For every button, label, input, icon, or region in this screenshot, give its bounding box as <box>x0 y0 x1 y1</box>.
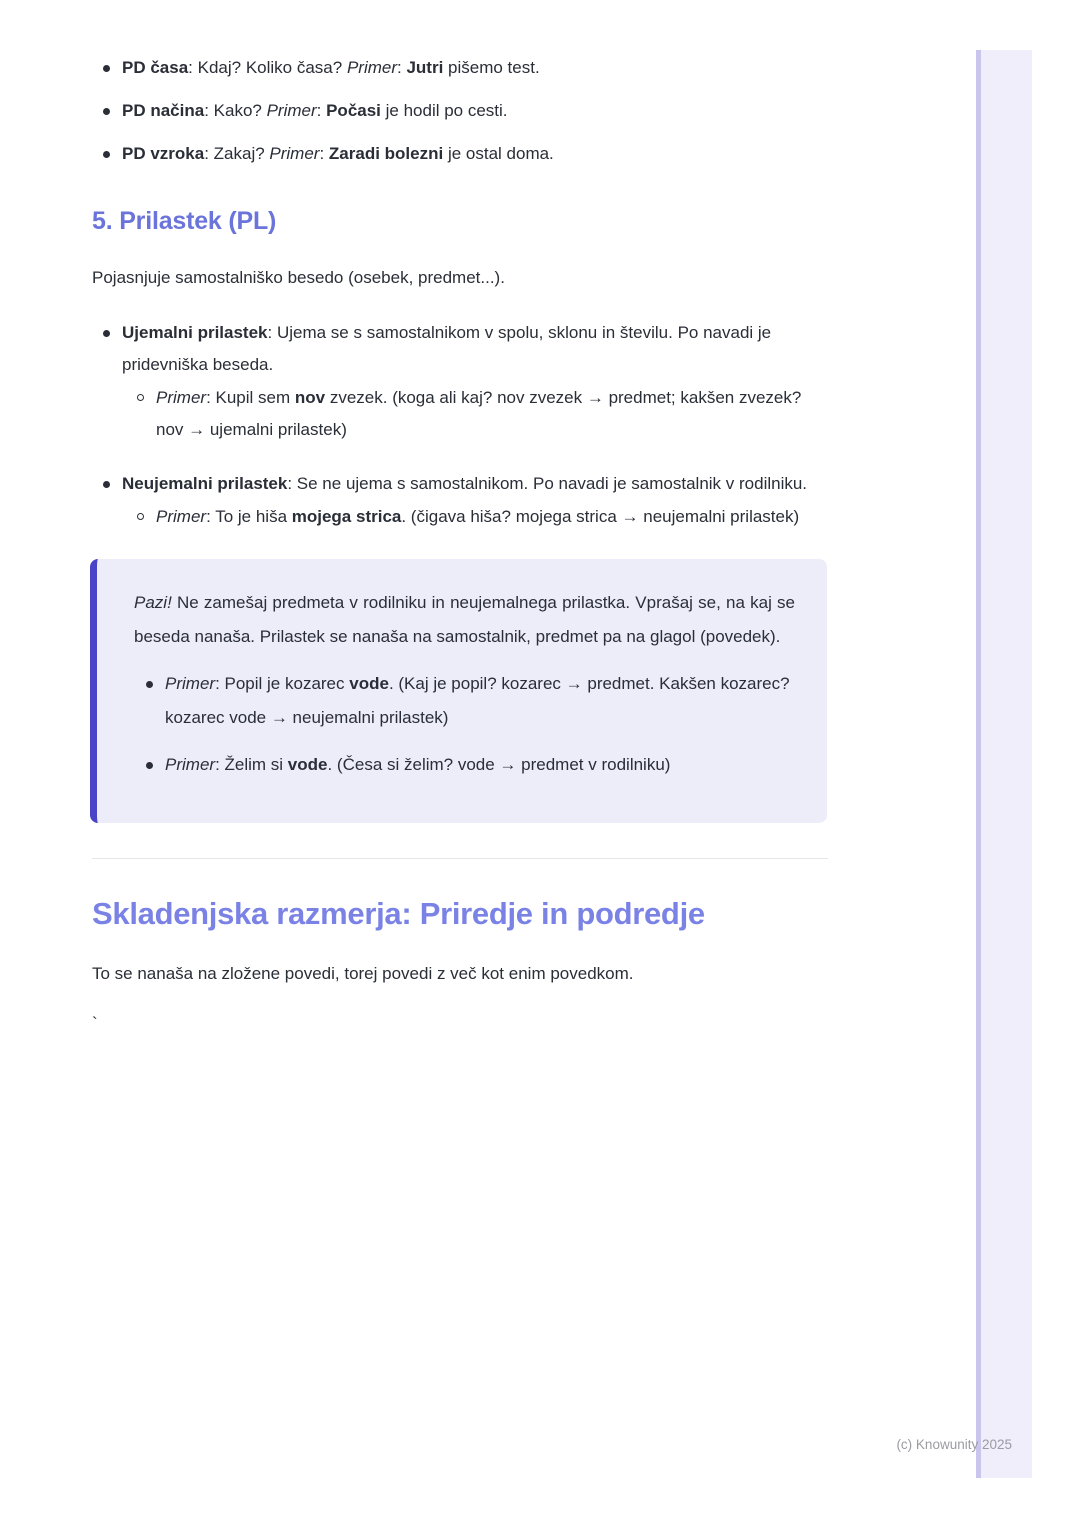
bullet-text: PD časa: Kdaj? Koliko časa? Primer: Jutri pišemo test. <box>122 58 540 77</box>
bullet-dot-icon <box>146 762 153 769</box>
document-content <box>92 0 830 1034</box>
bullet-text: Primer: Želim si vode. (Česa si želim? vode → predmet v rodilniku) <box>165 755 671 774</box>
bullet-dot-icon <box>103 65 110 72</box>
list-item <box>92 52 830 84</box>
bullet-text: Primer: Popil je kozarec vode. (Kaj je popil? kozarec → predmet. Kakšen kozarec? kozarec vode → neujemalni prilastek) <box>165 674 790 727</box>
bullet-dot-icon <box>103 330 110 337</box>
bullet-text: PD vzroka: Zakaj? Primer: Zaradi bolezni je ostal doma. <box>122 144 554 163</box>
copyright-notice: (c) Knowunity 2025 <box>896 1437 1012 1452</box>
section-divider <box>92 858 828 859</box>
list-item <box>92 468 830 533</box>
bullet-text: Ujemalni prilastek: Ujema se s samostalnikom v spolu, sklonu in številu. Po navadi je pridevniška beseda. <box>122 323 772 374</box>
prilastek-intro-paragraph: Pojasnjuje samostalniško besedo (osebek, predmet...). <box>92 268 505 287</box>
section-heading-prilastek: 5. Prilastek (PL) <box>92 207 277 235</box>
sub-bullet-list <box>122 501 807 533</box>
list-item <box>134 748 795 782</box>
bullet-dot-icon <box>103 151 110 158</box>
bullet-text: Neujemalni prilastek: Se ne ujema s samostalnikom. Po navadi je samostalnik v rodilniku. <box>122 474 808 493</box>
callout-paragraph: Pazi! Ne zamešaj predmeta v rodilniku in neujemalnega prilastka. Vprašaj se, na kaj se beseda nanaša. Prilastek se nanaša na samostalnik, predmet pa na glagol (povedek). <box>134 593 795 646</box>
section-heading-skladenjska: Skladenjska razmerja: Priredje in podredje <box>92 896 705 931</box>
page-edge-strip <box>976 50 1032 1478</box>
bullet-text: Primer: To je hiša mojega strica. (čigava hiša? mojega strica → neujemalni prilastek) <box>156 507 800 526</box>
bullet-dot-icon <box>103 108 110 115</box>
bullet-text: Primer: Kupil sem nov zvezek. (koga ali kaj? nov zvezek → predmet; kakšen zvezek? nov → ujemalni prilastek) <box>156 388 802 439</box>
list-item <box>92 95 830 127</box>
list-item <box>122 382 830 446</box>
bullet-dot-icon <box>103 481 110 488</box>
list-item <box>134 667 795 735</box>
adverbial-bullet-list <box>92 52 830 170</box>
warning-callout-box <box>90 559 827 823</box>
callout-bullet-list <box>134 667 795 782</box>
list-item <box>92 138 830 170</box>
stray-backtick-character: ` <box>92 1014 98 1033</box>
list-item <box>122 501 807 533</box>
skladenjska-intro-paragraph: To se nanaša na zložene povedi, torej povedi z več kot enim povedkom. <box>92 964 634 983</box>
bullet-text: PD načina: Kako? Primer: Počasi je hodil po cesti. <box>122 101 508 120</box>
prilastek-bullet-list <box>92 317 830 533</box>
bullet-circle-icon <box>137 513 144 520</box>
list-item <box>92 317 830 446</box>
sub-bullet-list <box>122 382 830 446</box>
bullet-circle-icon <box>137 394 144 401</box>
bullet-dot-icon <box>146 681 153 688</box>
